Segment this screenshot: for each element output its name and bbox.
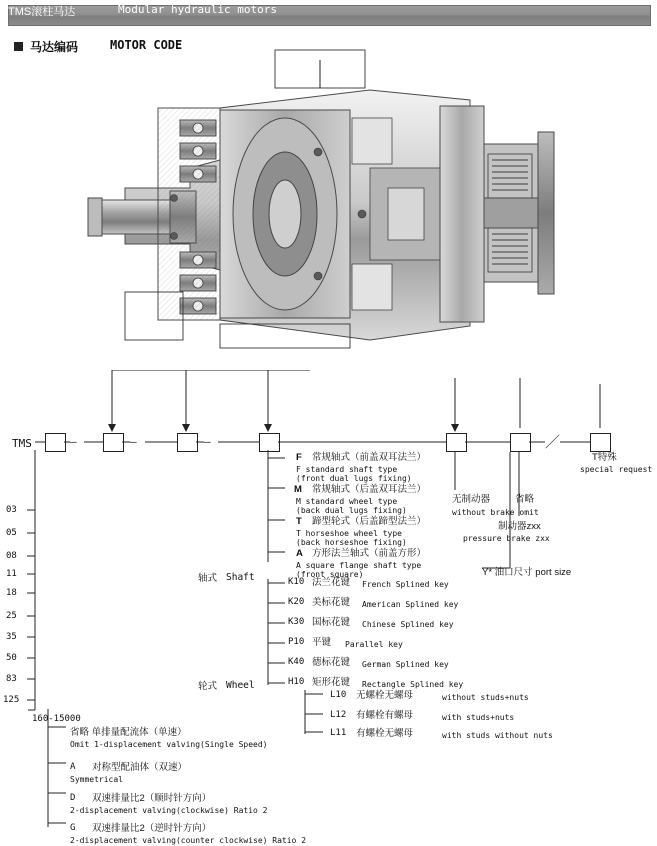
displacement-125: 125 (3, 695, 20, 705)
shaft-M-code: M (294, 484, 302, 495)
key-K40-en: German Splined key (362, 660, 449, 669)
wheel-L10-en: without studs+nuts (442, 693, 529, 702)
key-K20-en: American Splined key (362, 600, 459, 609)
brake-zxx-en: pressure brake zxx (463, 534, 550, 543)
valving-G-en: 2-displacement valving(counter clockwise) Ratio 2 (70, 836, 307, 845)
key-H10-code: H10 (288, 677, 305, 687)
wheel-L10-cn: 无螺栓无螺母 (356, 690, 414, 701)
key-P10-code: P10 (288, 637, 305, 647)
shaft-T-en2: (back horseshoe fixing) (296, 538, 407, 547)
shaft-T-code: T (296, 516, 302, 527)
port-size-label: Y* 油口尺寸 port size (482, 567, 572, 578)
key-K10-cn: 法兰花键 (312, 577, 351, 588)
key-P10-cn: 平键 (312, 637, 332, 648)
valving-D-cn: 双速排量比2（顺时针方向） (92, 793, 212, 804)
header-title-cn: TMS滚柱马达 (8, 6, 76, 18)
displacement-11: 11 (6, 569, 17, 579)
shaft-M-en1: M standard wheel type (296, 497, 398, 506)
displacement-50: 50 (6, 653, 17, 663)
displacement-range: 160-15000 (32, 714, 81, 724)
motor-cutaway-drawing (70, 48, 590, 378)
displacement-03: 03 (6, 505, 17, 515)
displacement-83: 83 (6, 674, 17, 684)
key-K30-cn: 国标花键 (312, 617, 351, 628)
wheel-L11-en: with studs without nuts (442, 731, 553, 740)
shaft-F-en1: F standard shaft type (296, 465, 398, 474)
shaft-T-en1: T horseshoe wheel type (296, 529, 402, 538)
shaft-F-cn: 常规轴式（前盖双耳法兰） (312, 452, 427, 463)
valving-G-cn: 双速排量比2（逆时针方向） (92, 823, 212, 834)
key-K10-en: French Splined key (362, 580, 449, 589)
group-wheel-en: Wheel (226, 680, 255, 691)
code-dash-1: — (70, 435, 77, 448)
shaft-A-code: A (296, 548, 303, 559)
shaft-A-en2: (front square) (296, 570, 364, 579)
valving-A-en: Symmetrical (70, 775, 123, 784)
brake-none-cn: 无制动器 (452, 494, 491, 505)
header-title-en: Modular hydraulic motors (118, 3, 277, 16)
wheel-L12-code: L12 (330, 710, 347, 720)
shaft-M-en2: (back dual lugs fixing) (296, 506, 407, 515)
section-bullet-icon (14, 42, 23, 51)
displacement-bracket (0, 440, 120, 740)
wheel-L10-code: L10 (330, 690, 347, 700)
key-H10-cn: 矩形花键 (312, 677, 351, 688)
key-K20-cn: 美标花键 (312, 597, 351, 608)
valving-D-code: D (70, 793, 76, 803)
valving-A-code: A (70, 762, 76, 772)
brake-zxx-cn: 制动器zxx (498, 521, 541, 532)
code-dash-2: — (130, 435, 137, 448)
valving-D-en: 2-displacement valving(clockwise) Ratio 2 (70, 806, 268, 815)
displacement-25: 25 (6, 611, 17, 621)
code-slash: ／ (545, 433, 561, 451)
page-header-bar (8, 5, 651, 26)
shaft-A-en1: A square flange shaft type (296, 561, 422, 570)
shaft-A-cn: 方形法兰轴式（前盖方形） (312, 548, 427, 559)
port-leader (460, 440, 520, 580)
key-H10-en: Rectangle Splined key (362, 680, 464, 689)
valving-G-code: G (70, 823, 76, 833)
key-K40-cn: 德标花键 (312, 657, 351, 668)
code-dash-3: — (204, 435, 211, 448)
key-K20-code: K20 (288, 597, 305, 607)
key-K40-code: K40 (288, 657, 305, 667)
brake-none-en: without brake omit (452, 508, 539, 517)
valving-A-cn: 对称型配油体（双速） (92, 762, 188, 773)
wheel-L11-code: L11 (330, 728, 347, 738)
code-prefix-tms: TMS (12, 437, 32, 450)
wheel-L12-cn: 有螺栓有螺母 (356, 710, 414, 721)
section-title-cn: 马达编码 (30, 40, 79, 54)
shaft-F-code: F (296, 452, 302, 463)
group-wheel-cn: 轮式 (198, 681, 218, 692)
special-request-en: special request (580, 465, 653, 474)
group-shaft-en: Shaft (226, 572, 255, 583)
key-P10-en: Parallel key (345, 640, 403, 649)
section-title-en: MOTOR CODE (110, 38, 183, 52)
key-K30-en: Chinese Splined key (362, 620, 454, 629)
special-leader (580, 440, 640, 470)
wheel-L12-en: with studs+nuts (442, 713, 515, 722)
valving-omit-cn: 省略 单排量配流体（单速） (70, 727, 187, 738)
displacement-18: 18 (6, 588, 17, 598)
displacement-08: 08 (6, 551, 17, 561)
key-K10-code: K10 (288, 577, 305, 587)
key-bracket (255, 575, 315, 695)
key-K30-code: K30 (288, 617, 305, 627)
shaft-M-cn: 常规轴式（后盖双耳法兰） (312, 484, 427, 495)
group-shaft-cn: 轴式 (198, 573, 218, 584)
displacement-05: 05 (6, 528, 17, 538)
brake-omit-cn: 省略 (515, 494, 535, 505)
shaft-F-en2: (front dual lugs fixing) (296, 474, 412, 483)
wheel-L11-cn: 有螺栓无螺母 (356, 728, 414, 739)
displacement-35: 35 (6, 632, 17, 642)
special-request-cn: T特殊 (592, 452, 617, 463)
valving-omit-en: Omit 1-displacement valving(Single Speed) (70, 740, 268, 749)
shaft-T-cn: 蹄型轮式（后盖蹄型法兰） (312, 516, 427, 527)
